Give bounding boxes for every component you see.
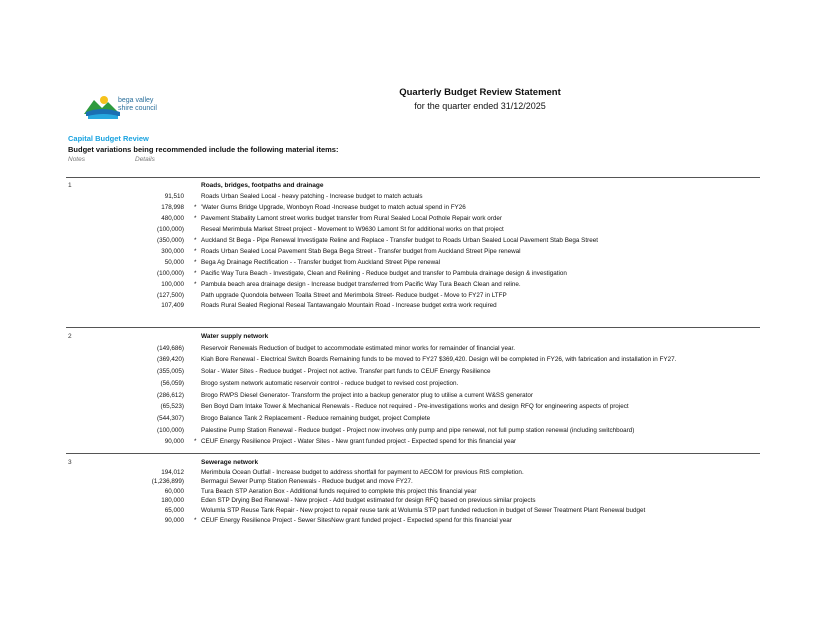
budget-description: CEUF Energy Resilience Project - Water Sites - New grant funded project - Expected spend for this financial year [201, 438, 517, 446]
material-marker: * [194, 516, 197, 524]
budget-amount: (127,500) [157, 291, 184, 299]
budget-row [0, 438, 825, 448]
divider-line [66, 453, 760, 454]
budget-amount: 65,000 [164, 507, 184, 514]
budget-description: Tura Beach STP Aeration Box - Additional funds required to complete this project this financial year [201, 487, 477, 495]
budget-row [0, 488, 825, 498]
divider-line [66, 177, 760, 178]
budget-amount: (149,686) [157, 344, 184, 352]
budget-amount: 50,000 [164, 258, 184, 266]
budget-row [0, 204, 825, 214]
budget-row [0, 507, 825, 517]
budget-description: Kiah Bore Renewal - Electrical Switch Boards Remaining funds to be moved to FY27 $369,420. Design will be completed in FY26, with fabrication and installation in FY27. [201, 356, 677, 364]
budget-description: Brogo RWPS Diesel Generator- Transform the project into a backup generator plug to utilise a current W&SS generator [201, 391, 534, 399]
column-header-notes: Notes [68, 156, 85, 163]
budget-row [0, 270, 825, 280]
budget-description: Reseal Merimbula Market Street project - Movement to W9630 Lamont St for additional works on that project [201, 225, 504, 233]
group-title: Sewerage network [201, 459, 259, 466]
budget-description: Pavement Stabality Lamont street works budget transfer from Rural Sealed Local Pothole Repair work order [201, 214, 502, 222]
budget-description: Reservoir Renewals Reduction of budget to accommodate estimated minor works for remainder of financial year. [201, 344, 515, 352]
budget-amount: 100,000 [161, 280, 184, 288]
budget-description: CEUF Energy Resilience Project - Sewer SitesNew grant funded project - Expected spend for this financial year [201, 516, 512, 524]
budget-amount: 91,510 [164, 192, 184, 200]
budget-description: Palestine Pump Station Renewal - Reduce budget - Project now involves only pump and pipe renewal, not full pump station renewal (including switchboard) [201, 426, 635, 434]
budget-description: Solar - Water Sites - Reduce budget - Project not active. Transfer part funds to CEUF Energy Resilience [201, 368, 491, 376]
material-marker: * [194, 236, 197, 244]
budget-amount: 107,409 [161, 302, 184, 310]
budget-row [0, 237, 825, 247]
budget-description: Ben Boyd Dam Intake Tower & Mechanical Renewals - Reduce not required - Pre-investigations works and design RFQ for engineering aspects of project [201, 403, 629, 411]
budget-description: Wolumla STP Reuse Tank Repair - New project to repair reuse tank at Wolumla STP part funded reduction in budget of Sewer Treatment Plant Renewal budget [201, 507, 646, 514]
budget-row [0, 281, 825, 291]
budget-amount: (350,000) [157, 236, 184, 244]
budget-row [0, 497, 825, 507]
budget-amount: (286,612) [157, 391, 184, 399]
budget-row [0, 193, 825, 203]
budget-amount: (65,523) [160, 403, 184, 411]
budget-row [0, 368, 825, 378]
budget-row [0, 356, 825, 366]
budget-row [0, 469, 825, 479]
budget-description: 'Water Gums Bridge Upgrade, Wonboyn Road -Increase budget to match actual spend in FY26 [201, 203, 466, 211]
logo-line-2: shire council [118, 105, 157, 112]
budget-row [0, 392, 825, 402]
budget-description: Brogo Balance Tank 2 Replacement - Reduce remaining budget, project Complete [201, 414, 431, 422]
group-number: 2 [68, 333, 72, 340]
budget-row [0, 226, 825, 236]
logo-line-1: bega valley [118, 97, 154, 104]
column-header-details: Details [135, 156, 155, 163]
budget-amount: (544,307) [157, 414, 184, 422]
section-title: Capital Budget Review [68, 134, 149, 143]
budget-description: Eden STP Drying Bed Renewal - New project - Add budget estimated for design RFQ based on previous similar projects [201, 497, 536, 505]
budget-amount: (369,420) [157, 356, 184, 364]
budget-row [0, 345, 825, 355]
material-marker: * [194, 203, 197, 211]
budget-description: Bega Ag Drainage Rectification - - Transfer budget from Auckland Street Pipe renewal [201, 258, 441, 266]
budget-amount: 194,012 [161, 468, 184, 476]
budget-description: Roads Urban Sealed Local - heavy patching - Increase budget to match actuals [201, 192, 423, 200]
budget-amount: (100,000) [157, 426, 184, 434]
material-marker: * [194, 258, 197, 266]
budget-amount: (100,000) [157, 225, 184, 233]
budget-row [0, 517, 825, 527]
budget-description: Brogo system network automatic reservoir control - reduce budget to revised cost projection. [201, 379, 459, 387]
budget-description: Pambula beach area drainage design - Increase budget transferred from Pacific Way Tura Beach Clean and reline. [201, 280, 521, 288]
budget-row [0, 380, 825, 390]
material-marker: * [194, 438, 197, 446]
material-marker: * [194, 214, 197, 222]
budget-amount: (1,236,899) [151, 478, 184, 486]
budget-description: Pacific Way Tura Beach - Investigate, Clean and Relining - Reduce budget and transfer to Pambula drainage design & investigation [201, 269, 567, 277]
budget-amount: 90,000 [164, 438, 184, 446]
budget-description: Merimbula Ocean Outfall - Increase budget to address shortfall for payment to AECOM for previous RtS completion. [201, 468, 524, 476]
budget-description: Auckland St Bega - Pipe Renewal Investigate Reline and Replace - Transfer budget to Roads Urban Sealed Local Pavement Stab Bega Street [201, 236, 598, 244]
budget-amount: 90,000 [164, 516, 184, 524]
group-title: Roads, bridges, footpaths and drainage [201, 182, 324, 189]
material-marker: * [194, 280, 197, 288]
budget-description: Roads Rural Sealed Regional Reseal Tantawangalo Mountain Road - Increase budget extra work required [201, 302, 497, 310]
budget-amount: (100,000) [157, 269, 184, 277]
budget-amount: 60,000 [164, 487, 184, 495]
page-title: Quarterly Budget Review Statement [399, 87, 561, 98]
section-description: Budget variations being recommended include the following material items: [68, 145, 339, 154]
budget-description: Roads Urban Sealed Local Pavement Stab Bega Bega Street - Transfer budget from Auckland Street Pipe renewal [201, 247, 521, 255]
budget-amount: 480,000 [161, 214, 184, 222]
budget-row [0, 215, 825, 225]
budget-amount: 178,998 [161, 203, 184, 211]
page-subtitle: for the quarter ended 31/12/2025 [414, 101, 546, 111]
budget-row [0, 292, 825, 302]
budget-group-sewer [0, 456, 825, 528]
budget-amount: 300,000 [161, 247, 184, 255]
material-marker: * [194, 269, 197, 277]
budget-group-roads [0, 179, 825, 325]
budget-amount: (56,059) [160, 379, 184, 387]
budget-row [0, 478, 825, 488]
budget-description: Bermagui Sewer Pump Station Renewals - Reduce budget and move FY27. [201, 478, 413, 486]
divider-line [66, 327, 760, 328]
group-number: 1 [68, 182, 72, 189]
budget-row [0, 415, 825, 425]
budget-row [0, 259, 825, 269]
material-marker: * [194, 247, 197, 255]
budget-group-water [0, 330, 825, 450]
budget-amount: (355,005) [157, 368, 184, 376]
group-title: Water supply network [201, 333, 269, 340]
budget-row [0, 248, 825, 258]
budget-row [0, 403, 825, 413]
group-number: 3 [68, 459, 72, 466]
budget-description: Path upgrade Quondola between Toalla Street and Merimbola Street- Reduce budget - Move to FY27 in LTFP [201, 291, 507, 299]
budget-row [0, 302, 825, 312]
budget-row [0, 427, 825, 437]
budget-amount: 180,000 [161, 497, 184, 505]
